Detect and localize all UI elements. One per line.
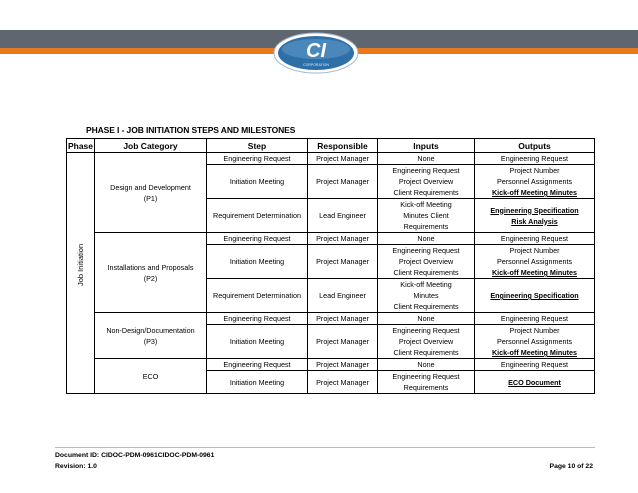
job-category-cell (95, 233, 207, 313)
input-line: Requirements (403, 383, 449, 392)
step-cell: Initiation Meeting (207, 371, 308, 394)
footer-divider (55, 447, 595, 448)
input-line: Client Requirements (393, 302, 459, 311)
output-line: Kick-off Meeting Minutes (491, 188, 578, 197)
inputs-cell (378, 245, 475, 279)
outputs-cell (475, 325, 595, 359)
output-line: Kick-off Meeting Minutes (491, 268, 578, 277)
inputs-cell (378, 233, 475, 245)
input-line: Engineering Request (392, 326, 460, 335)
step-cell: Engineering Request (207, 153, 308, 165)
job-category-cell (95, 359, 207, 394)
step-cell: Requirement Determination (207, 279, 308, 313)
responsible-cell: Project Manager (308, 359, 378, 371)
step-cell: Requirement Determination (207, 199, 308, 233)
output-line: Engineering Request (500, 314, 569, 323)
responsible-cell: Project Manager (308, 153, 378, 165)
responsible-cell: Project Manager (308, 165, 378, 199)
table-row (67, 313, 595, 325)
table-row (67, 359, 595, 371)
output-line: Personnel Assignments (496, 257, 573, 266)
output-line: Risk Analysis (511, 216, 558, 226)
job-category-cell (95, 153, 207, 233)
output-line: ECO Document (508, 377, 561, 387)
input-line: None (417, 360, 435, 369)
category-name: Installations and Proposals (107, 262, 194, 272)
output-line: Engineering Request (500, 360, 569, 369)
input-line: Engineering Request (392, 372, 460, 381)
output-line: Personnel Assignments (496, 337, 573, 346)
output-line: Project Number (509, 166, 560, 175)
responsible-cell: Project Manager (308, 245, 378, 279)
table-row (67, 153, 595, 165)
outputs-cell (475, 371, 595, 394)
input-line: Project Overview (398, 257, 454, 266)
step-cell: Initiation Meeting (207, 325, 308, 359)
responsible-cell: Lead Engineer (308, 199, 378, 233)
output-line: Engineering Specification (490, 205, 579, 215)
input-line: Minutes Client (403, 211, 449, 220)
input-line: Engineering Request (392, 166, 460, 175)
step-cell: Engineering Request (207, 313, 308, 325)
job-initiation-table (66, 138, 595, 394)
outputs-cell (475, 199, 595, 233)
outputs-cell (475, 233, 595, 245)
input-line: Project Overview (398, 177, 454, 186)
job-category-cell (95, 313, 207, 359)
inputs-cell (378, 313, 475, 325)
inputs-cell (378, 371, 475, 394)
output-line: Project Number (509, 246, 560, 255)
category-name: Non-Design/Documentation (106, 325, 195, 335)
step-cell: Initiation Meeting (207, 245, 308, 279)
step-cell: Engineering Request (207, 359, 308, 371)
page-header (0, 0, 638, 85)
output-line: Project Number (509, 326, 560, 335)
inputs-cell (378, 359, 475, 371)
inputs-cell (378, 153, 475, 165)
category-code: (P3) (143, 336, 158, 346)
category-name: ECO (142, 371, 159, 381)
output-line: Engineering Specification (490, 291, 579, 300)
responsible-cell: Project Manager (308, 325, 378, 359)
output-line: Engineering Request (500, 154, 569, 163)
header-job-category: Job Category (95, 139, 207, 153)
inputs-cell (378, 325, 475, 359)
inputs-cell (378, 165, 475, 199)
inputs-cell (378, 199, 475, 233)
input-line: None (417, 314, 435, 323)
outputs-cell (475, 165, 595, 199)
input-line: Client Requirements (393, 268, 459, 277)
input-line: None (417, 154, 435, 163)
category-code: (P2) (143, 273, 158, 283)
responsible-cell: Project Manager (308, 233, 378, 245)
input-line: None (417, 234, 435, 243)
step-cell: Initiation Meeting (207, 165, 308, 199)
outputs-cell (475, 359, 595, 371)
output-line: Kick-off Meeting Minutes (491, 348, 578, 357)
responsible-cell: Lead Engineer (308, 279, 378, 313)
input-line: Client Requirements (393, 188, 459, 197)
category-name: Design and Development (110, 182, 191, 192)
outputs-cell (475, 245, 595, 279)
input-line: Project Overview (398, 337, 454, 346)
output-line: Personnel Assignments (496, 177, 573, 186)
outputs-cell (475, 313, 595, 325)
header-phase: Phase (67, 140, 94, 151)
input-line: Engineering Request (392, 246, 460, 255)
input-line: Minutes (413, 291, 439, 300)
footer-document-id: Document ID: CIDOC-PDM-0961CIDOC-PDM-0961 (55, 452, 215, 459)
header-inputs: Inputs (378, 139, 475, 153)
input-line: Client Requirements (393, 348, 459, 357)
header-step: Step (207, 139, 308, 153)
responsible-cell: Project Manager (308, 371, 378, 394)
category-code: (P1) (143, 193, 158, 203)
output-line: Engineering Request (500, 234, 569, 243)
footer-page-number: Page 10 of 22 (549, 463, 593, 470)
header-responsible: Responsible (308, 139, 378, 153)
input-line: Requirements (403, 222, 449, 231)
company-logo (273, 32, 359, 74)
logo-subtext: CORPORATION (303, 63, 329, 67)
input-line: Kick-off Meeting (400, 200, 452, 209)
table-row (67, 233, 595, 245)
table-header-row (67, 139, 595, 153)
logo-text: CI (306, 40, 326, 62)
outputs-cell (475, 279, 595, 313)
inputs-cell (378, 279, 475, 313)
header-outputs: Outputs (475, 139, 595, 153)
phase-label: Job Initiation (76, 243, 85, 286)
phase-cell (67, 153, 95, 394)
page-title: PHASE I - JOB INITIATION STEPS AND MILESTONES (86, 125, 296, 135)
step-cell: Engineering Request (207, 233, 308, 245)
input-line: Kick-off Meeting (400, 280, 452, 289)
outputs-cell (475, 153, 595, 165)
footer-revision: Revision: 1.0 (55, 463, 97, 470)
responsible-cell: Project Manager (308, 313, 378, 325)
